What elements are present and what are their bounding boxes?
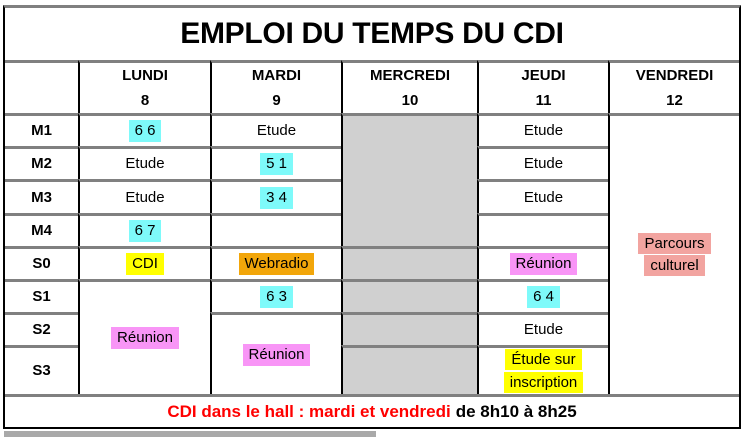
row-label-s1: S1 bbox=[5, 279, 78, 312]
cell-text: Etude bbox=[523, 155, 564, 172]
cell-lundi-m4 bbox=[78, 213, 210, 246]
class-group-highlight: 6 4 bbox=[527, 286, 560, 308]
reunion-highlight: Réunion bbox=[510, 253, 578, 275]
cell-mercredi-s0-closed bbox=[341, 246, 477, 279]
cell-jeudi-s1 bbox=[477, 279, 608, 312]
cell-mercredi-s3-closed bbox=[341, 345, 477, 394]
cell-vendredi-all-day-merged bbox=[608, 113, 739, 394]
cell-jeudi-s0 bbox=[477, 246, 608, 279]
cell-mardi-m3 bbox=[210, 179, 341, 213]
note-red-text: CDI dans le hall : mardi et vendredi bbox=[167, 401, 451, 421]
cell-mercredi-m1-m4-closed bbox=[341, 113, 477, 246]
day-name: MARDI bbox=[251, 66, 302, 84]
header-mardi bbox=[210, 60, 341, 113]
page-title: EMPLOI DU TEMPS DU CDI bbox=[180, 17, 564, 50]
day-name: JEUDI bbox=[521, 66, 566, 84]
cell-text: Etude bbox=[256, 122, 297, 139]
cell-lundi-m1 bbox=[78, 113, 210, 146]
cell-mardi-m4-empty bbox=[210, 213, 341, 246]
cell-mercredi-s2-closed bbox=[341, 312, 477, 345]
class-group-highlight: 6 3 bbox=[260, 286, 293, 308]
note-black-text: de 8h10 à 8h25 bbox=[455, 401, 577, 421]
day-date: 12 bbox=[666, 91, 683, 109]
reunion-highlight: Réunion bbox=[243, 344, 311, 366]
row-label-m4: M4 bbox=[5, 213, 78, 246]
header-corner bbox=[5, 60, 78, 113]
header-lundi bbox=[78, 60, 210, 113]
row-label-m3: M3 bbox=[5, 179, 78, 213]
cell-mardi-m2 bbox=[210, 146, 341, 179]
webradio-highlight: Webradio bbox=[239, 253, 315, 275]
header-mercredi bbox=[341, 60, 477, 113]
etude-inscription-highlight: Étude sur inscription bbox=[504, 349, 584, 393]
cell-jeudi-m2 bbox=[477, 146, 608, 179]
header-vendredi bbox=[608, 60, 739, 113]
cell-jeudi-s3 bbox=[477, 345, 608, 394]
cell-text: Etude bbox=[523, 188, 564, 206]
row-label-m2: M2 bbox=[5, 146, 78, 179]
cell-mardi-s0 bbox=[210, 246, 341, 279]
day-date: 11 bbox=[535, 91, 552, 109]
timetable bbox=[3, 5, 741, 429]
cell-mardi-s1 bbox=[210, 279, 341, 312]
cell-lundi-s1-s3-merged bbox=[78, 279, 210, 394]
cell-jeudi-m3 bbox=[477, 179, 608, 213]
row-label-s2: S2 bbox=[5, 312, 78, 345]
cell-mercredi-s1-closed bbox=[341, 279, 477, 312]
day-date: 9 bbox=[272, 91, 281, 109]
class-group-highlight: 6 7 bbox=[129, 220, 162, 242]
next-row-border-partial bbox=[4, 431, 376, 437]
cell-jeudi-s2 bbox=[477, 312, 608, 345]
cell-text: Etude bbox=[125, 155, 165, 172]
class-group-highlight: 5 1 bbox=[260, 153, 293, 175]
cell-lundi-m3 bbox=[78, 179, 210, 213]
cell-mardi-m1 bbox=[210, 113, 341, 146]
day-date: 10 bbox=[401, 91, 419, 109]
day-name: LUNDI bbox=[122, 66, 168, 84]
reunion-highlight: Réunion bbox=[111, 327, 179, 349]
row-label-m1: M1 bbox=[5, 113, 78, 146]
cell-lundi-m2 bbox=[78, 146, 210, 179]
row-label-s3: S3 bbox=[5, 345, 78, 394]
cell-jeudi-m4-empty bbox=[477, 213, 608, 246]
cdi-highlight: CDI bbox=[126, 253, 164, 275]
header-jeudi bbox=[477, 60, 608, 113]
footer-note bbox=[5, 394, 739, 427]
cell-lundi-s0 bbox=[78, 246, 210, 279]
day-name: VENDREDI bbox=[635, 66, 714, 84]
day-name: MERCREDI bbox=[369, 66, 450, 84]
class-group-highlight: 3 4 bbox=[260, 187, 293, 209]
cell-text: Etude bbox=[523, 122, 564, 139]
cell-text: Etude bbox=[125, 188, 165, 206]
parcours-culturel-highlight: Parcours culturel bbox=[638, 233, 710, 277]
cell-text: Etude bbox=[523, 321, 564, 338]
cell-mardi-s2-s3-merged bbox=[210, 312, 341, 394]
row-label-s0: S0 bbox=[5, 246, 78, 279]
day-date: 8 bbox=[140, 91, 150, 109]
cell-jeudi-m1 bbox=[477, 113, 608, 146]
class-group-highlight: 6 6 bbox=[129, 120, 162, 142]
